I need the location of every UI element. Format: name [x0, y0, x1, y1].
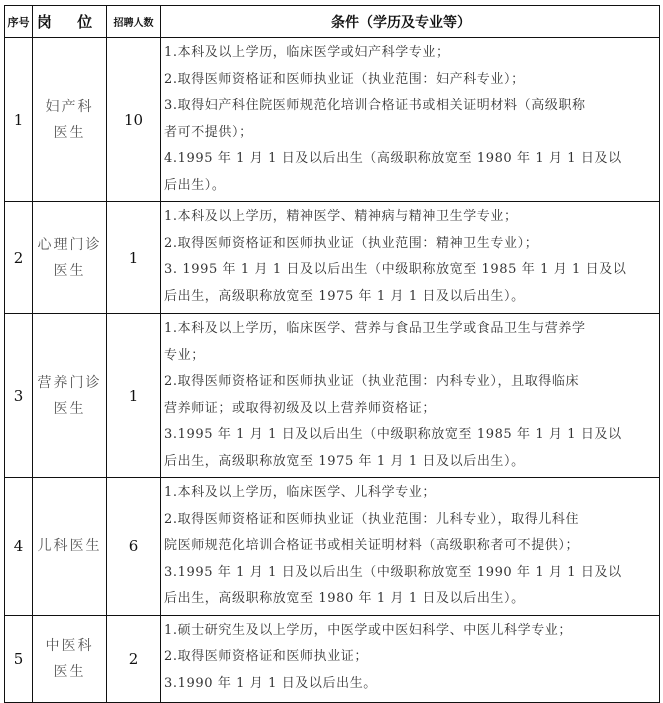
position-line: 医生: [53, 400, 86, 417]
requirement-line: 4.1995 年 1 月 1 日及以后出生（高级职称放宽至 1980 年 1 月 1 日及以: [164, 151, 622, 166]
requirement-line: 院医师规范化培训合格证书或相关证明材料（高级职称者可不提供）；: [164, 538, 580, 553]
requirement-line: 1.硕士研究生及以上学历，中医学或中医妇科学、中医儿科学专业；: [164, 622, 573, 638]
position-line: 医生: [53, 124, 86, 141]
row-count: 1: [107, 314, 161, 478]
row-requirements: [161, 615, 660, 702]
row-position: [33, 314, 107, 478]
row-no: 1: [5, 38, 33, 202]
requirement-line: 2.取得医师资格证和医师执业证；: [164, 649, 369, 664]
row-requirements: [161, 202, 660, 314]
table-row: [5, 38, 660, 202]
row-no: 3: [5, 314, 33, 478]
position-line: 儿科医生: [37, 538, 102, 555]
position-line: 营养门诊: [37, 374, 102, 391]
requirement-line: 1.本科及以上学历，临床医学、儿科学专业；: [164, 485, 437, 500]
header-position: 岗 位: [33, 6, 107, 38]
row-no: 2: [5, 202, 33, 314]
row-requirements: [161, 38, 660, 202]
row-position: [33, 478, 107, 616]
row-position: [33, 202, 107, 314]
requirement-line: 后出生）。: [164, 177, 226, 193]
table-row: [5, 478, 660, 616]
position-line: 心理门诊: [37, 236, 102, 253]
table-row: [5, 615, 660, 702]
header-requirements: 条件（学历及专业等）: [161, 6, 660, 38]
row-position: [33, 615, 107, 702]
row-position: [33, 38, 107, 202]
row-count: 6: [107, 478, 161, 616]
requirement-line: 2.取得医师资格证和医师执业证（执业范围：儿科专业），取得儿科住: [164, 511, 580, 527]
position-line: 医生: [53, 663, 86, 680]
row-no: 4: [5, 478, 33, 616]
position-line: 医生: [53, 262, 86, 279]
header-row: [5, 6, 660, 38]
row-requirements: [161, 314, 660, 478]
requirement-line: 者可不提供）；: [164, 124, 253, 140]
requirement-line: 2.取得医师资格证和医师执业证（执业范围：妇产科专业）；: [164, 71, 525, 87]
header-count: 招聘人数: [107, 6, 161, 38]
requirement-line: 2.取得医师资格证和医师执业证（执业范围：精神卫生专业）；: [164, 235, 539, 251]
position-line: 中医科: [45, 637, 94, 654]
requirement-line: 3.1995 年 1 月 1 日及以后出生（中级职称放宽至 1985 年 1 月 1 日及以: [164, 427, 622, 442]
requirement-line: 1.本科及以上学历，临床医学或妇产科学专业；: [164, 45, 450, 60]
table-row: [5, 314, 660, 478]
requirement-line: 专业；: [164, 347, 205, 363]
requirement-line: 3.1995 年 1 月 1 日及以后出生（中级职称放宽至 1990 年 1 月 1 日及以: [164, 564, 622, 580]
requirement-line: 后出生，高级职称放宽至 1975 年 1 月 1 日及以后出生）。: [164, 288, 525, 304]
requirement-line: 2.取得医师资格证和医师执业证（执业范围：内科专业），且取得临床: [164, 374, 580, 389]
recruitment-table: [4, 5, 660, 703]
requirement-line: 营养师证；或取得初级及以上营养师资格证；: [164, 400, 437, 416]
table-row: [5, 202, 660, 314]
row-requirements: [161, 478, 660, 616]
requirement-line: 后出生，高级职称放宽至 1975 年 1 月 1 日及以后出生）。: [164, 453, 525, 469]
row-count: 2: [107, 615, 161, 702]
requirement-line: 1.本科及以上学历，精神医学、精神病与精神卫生学专业；: [164, 209, 518, 224]
row-no: 5: [5, 615, 33, 702]
requirement-line: 3.取得妇产科住院医师规范化培训合格证书或相关证明材料（高级职称: [164, 98, 586, 113]
requirement-line: 3.1990 年 1 月 1 日及以后出生。: [164, 675, 377, 691]
position-line: 妇产科: [45, 98, 94, 115]
header-no: 序号: [5, 6, 33, 38]
row-count: 1: [107, 202, 161, 314]
row-count: 10: [107, 38, 161, 202]
requirement-line: 后出生，高级职称放宽至 1980 年 1 月 1 日及以后出生）。: [164, 591, 525, 606]
requirement-line: 3. 1995 年 1 月 1 日及以后出生（中级职称放宽至 1985 年 1 月 1 日及以: [164, 262, 627, 277]
requirement-line: 1.本科及以上学历，临床医学、营养与食品卫生学或食品卫生与营养学: [164, 321, 586, 336]
